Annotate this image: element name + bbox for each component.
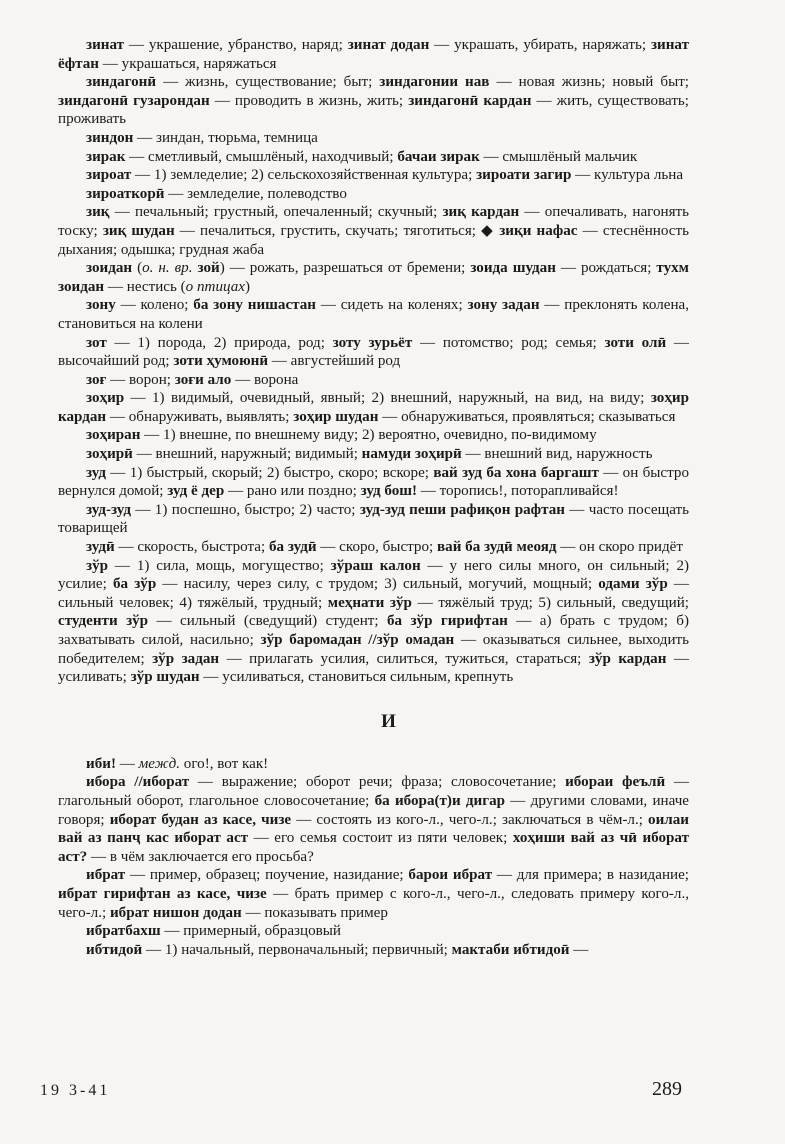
dictionary-entry: зиндагонӣ — жизнь, существование; быт; зиндагонии нав — новая жизнь; новый быт; зиндагонӣ гузарондан — проводить в жизнь, жить; зиндагонӣ кардан — жить, существовать; проживать [58,74,689,128]
dictionary-entry: зироат — 1) земледелие; 2) сельскохозяйственная культура; зироати загир — культура льна [86,167,684,184]
dictionary-entry: ибратбахш — примерный, образцовый [86,923,341,940]
dictionary-entry: зоҳиран — 1) внешне, по внешнему виду; 2) вероятно, очевидно, по-видимому [86,427,597,444]
dictionary-entry: ибора //иборат — выражение; оборот речи; фраза; словосочетание; ибораи феълӣ — глагольный оборот, глагольное словосочетание; ба ибора(т)и дигар — другими словами, иначе говоря; иборат будан аз касе, чизе — состоять из кого-л., чего-л.; заключаться в чём-л.; оилаи вай аз панҷ кас иборат аст — его семья состоит из пяти человек; хоҳиши вай аз чӣ иборат аст? — в чём заключается его просьба? [58,774,690,865]
page-number: 289 [652,1078,682,1100]
dictionary-entry: зоҳирӣ — внешний, наружный; видимый; намуди зоҳирӣ — внешний вид, наружность [86,446,653,463]
dictionary-entry: ибрат — пример, образец; поучение, назидание; барои ибрат — для примера; в назидание; ибрат гирифтан аз касе, чизе — брать пример с кого-л., чего-л., следовать примеру кого-л., чего-л.; ибрат нишон додан — показывать пример [58,867,689,921]
entries-before [58,36,689,687]
printer-signature: 19 3-41 [40,1082,111,1099]
dictionary-entry: зуд-зуд — 1) поспешно, быстро; 2) часто; зуд-зуд пеши рафиқон рафтан — часто посещать товарищей [58,501,690,537]
dictionary-entry: зинат — украшение, убранство, наряд; зинат додан — украшать, убирать, наряжать; зинат ёфтан — украшаться, наряжаться [58,37,689,72]
dictionary-entry: зўр — 1) сила, мощь, могущество; зўраш калон — у него силы много, он сильный; 2) усилие; ба зўр — насилу, через силу, с трудом; 3) сильный, могучий, мощный; одами зўр — сильный человек; 4) тяжёлый, трудный; меҳнати зўр — тяжёлый труд; 5) сильный, сведущий; студенти зўр — сильный (сведущий) студент; ба зўр гирифтан — а) брать с трудом; б) захватывать силой, насильно; зўр баромадан //зўр омадан — оказываться сильнее, выходить победителем; зўр задан — прилагать усилия, силиться, тужиться, стараться; зўр кардан — усиливать; зўр шудан — усиливаться, становиться сильным, крепнуть [58,557,690,686]
dictionary-entry: зирак — сметливый, смышлёный, находчивый; бачаи зирак — смышлёный мальчик [86,148,638,165]
dictionary-entry: зону — колено; ба зону нишастан — сидеть на коленях; зону задан — преклонять колена, становиться на колени [58,297,689,332]
dictionary-entry: зиқ — печальный; грустный, опечаленный; скучный; зиқ кардан — опечаливать, нагонять тоску; зиқ шудан — печалиться, грустить, скучать; тяготиться; ◆ зиқи нафас — стеснённость дыхания; одышка; грудная жаба [58,204,689,258]
dictionary-entry: ибтидоӣ — 1) начальный, первоначальный; первичный; мактаби ибтидоӣ — [86,941,589,958]
dictionary-entry: зуд — 1) быстрый, скорый; 2) быстро, скоро; вскоре; вай зуд ба хона баргашт — он быстро вернулся домой; зуд ё дер — рано или поздно; зуд бош! — торопись!, поторапливайся! [58,464,689,500]
dictionary-entry: зироаткорӣ — земледелие, полеводство [86,185,347,202]
section-letter: И [381,710,396,732]
dictionary-entry: зоҳир — 1) видимый, очевидный, явный; 2) внешний, наружный, на вид, на виду; зоҳир кардан — обнаруживать, выявлять; зоҳир шудан — обнаруживаться, проявляться; сказываться [58,390,689,425]
dictionary-entry: зот — 1) порода, 2) природа, род; зоту зурьёт — потомство; род; семья; зоти олӣ — высочайший род; зоти ҳумоюнӣ — августейший род [58,334,690,370]
dictionary-entry: зиндон — зиндан, тюрьма, темница [86,129,318,146]
dictionary-entry: зоғ — ворон; зоғи ало — ворона [86,371,299,388]
dictionary-entry: зудӣ — скорость, быстрота; ба зудӣ — скоро, быстро; вай ба зудӣ меояд — он скоро придёт [86,539,683,556]
dictionary-entry: иби! — межд. ого!, вот как! [86,755,269,772]
entries-after [58,755,689,960]
dictionary-entry: зоидан (о. н. вр. зой) — рожать, разрешаться от бремени; зоида шудан — рождаться; тухм зоидан — нестись (о птицах) [58,260,689,295]
